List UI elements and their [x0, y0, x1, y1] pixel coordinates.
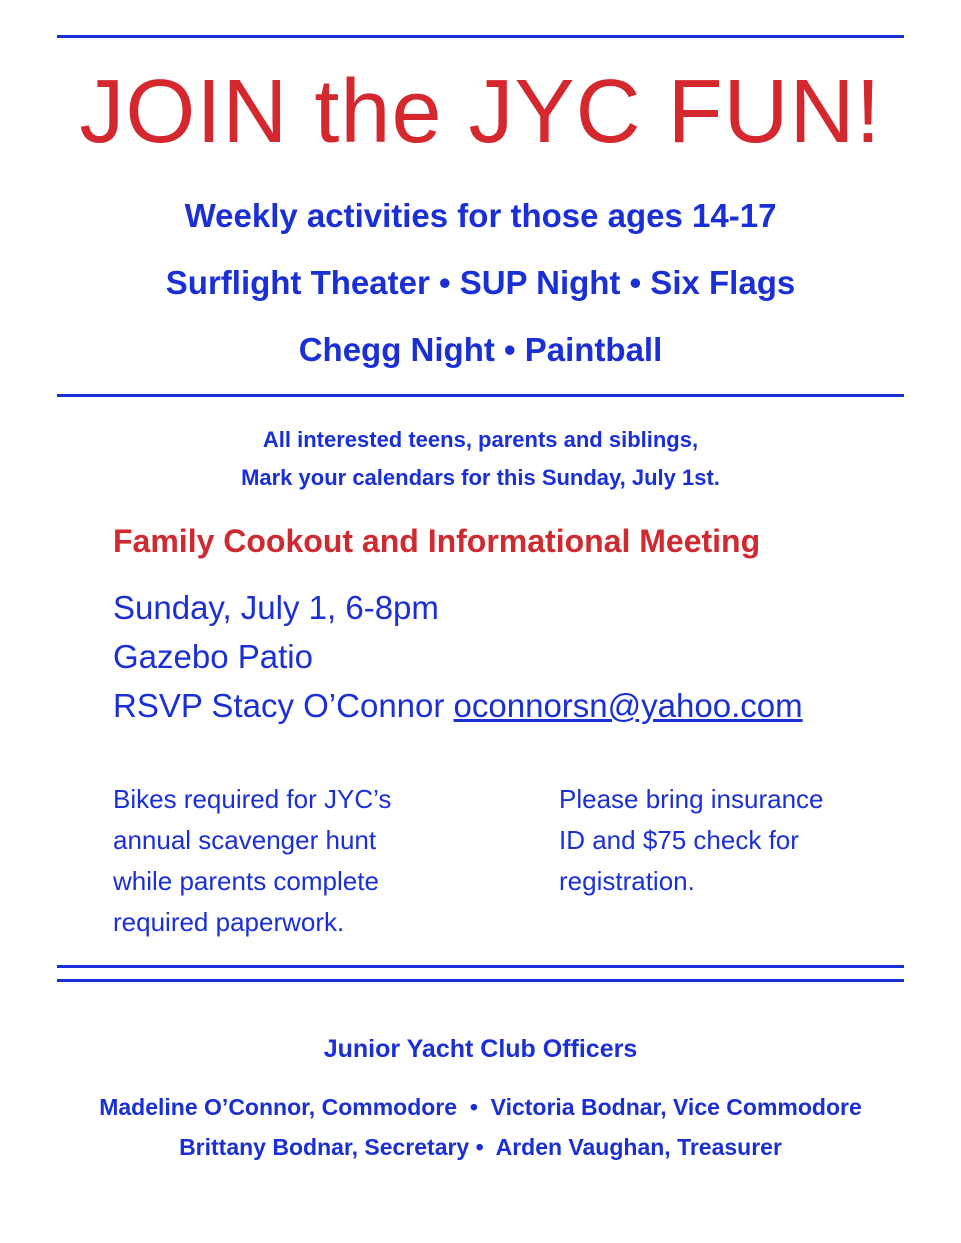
note-insurance-line: Please bring insurance [559, 784, 824, 814]
activities-list-line-1: Surflight Theater • SUP Night • Six Flags [165, 264, 796, 301]
double-divider-bottom [57, 979, 904, 982]
meeting-title: Family Cookout and Informational Meeting [113, 523, 761, 559]
top-divider [57, 35, 904, 38]
rsvp-label: RSVP Stacy O’Connor [113, 687, 454, 724]
note-insurance-line: ID and $75 check for [559, 825, 799, 855]
note-bikes-line: required paperwork. [113, 907, 345, 937]
officers-line-1: Madeline O’Connor, Commodore • Victoria Bodnar, Vice Commodore [99, 1094, 862, 1120]
officers-heading: Junior Yacht Club Officers [323, 1035, 638, 1063]
note-bikes-line: Bikes required for JYC’s [113, 784, 392, 814]
activities-age-line: Weekly activities for those ages 14-17 [184, 197, 777, 234]
note-bikes-line: while parents complete [113, 866, 379, 896]
note-bikes [113, 779, 391, 943]
rsvp-email-link[interactable]: oconnorsn@yahoo.com [453, 687, 803, 724]
officers-line-2: Brittany Bodnar, Secretary • Arden Vaughan, Treasurer [179, 1134, 782, 1160]
flyer-title: JOIN the JYC FUN! [79, 62, 882, 162]
meeting-rsvp [113, 685, 803, 727]
invite-line-2: Mark your calendars for this Sunday, July 1st. [241, 465, 720, 490]
section-divider [57, 394, 904, 397]
note-bikes-line: annual scavenger hunt [113, 825, 377, 855]
double-divider-top [57, 965, 904, 968]
activities-list-line-2: Chegg Night • Paintball [298, 331, 663, 368]
note-insurance-line: registration. [559, 866, 695, 896]
invite-line-1: All interested teens, parents and siblings, [262, 427, 699, 452]
meeting-date-time: Sunday, July 1, 6-8pm [113, 589, 439, 626]
note-insurance [559, 779, 824, 902]
meeting-location: Gazebo Patio [113, 638, 313, 675]
